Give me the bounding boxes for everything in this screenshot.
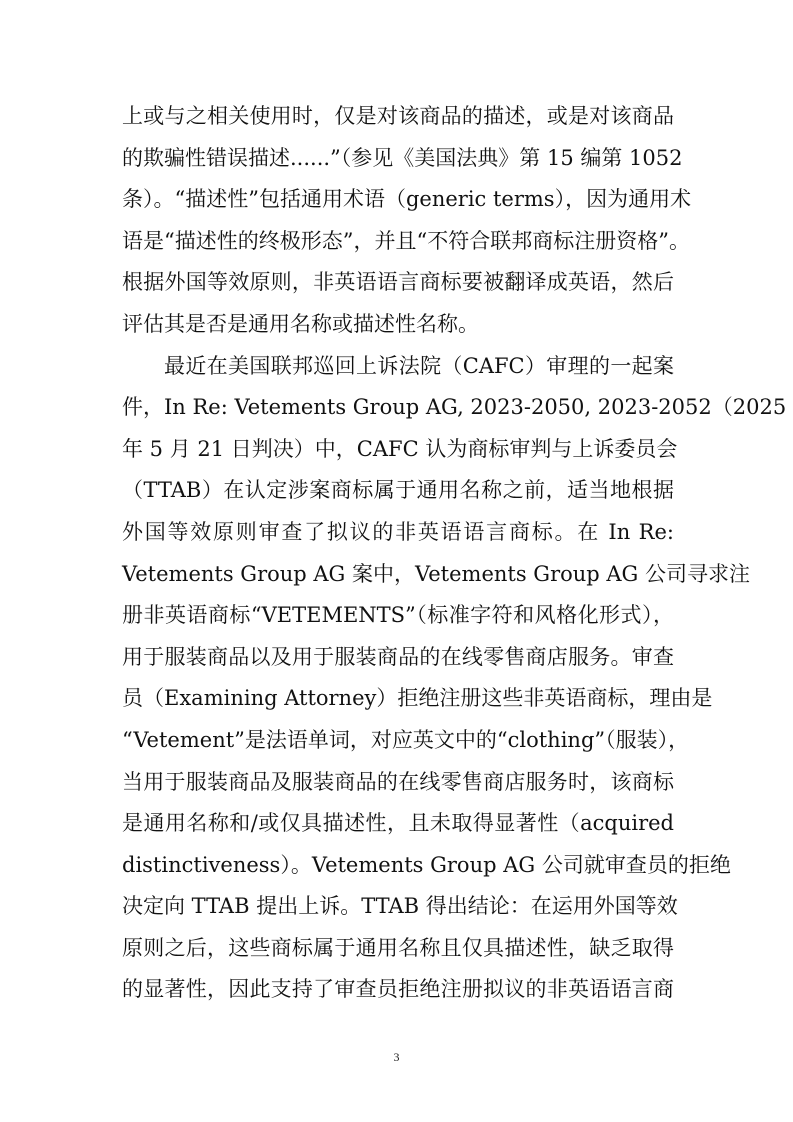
document-body (122, 96, 787, 1011)
text-line: 语是“描述性的终极形态”，并且“不符合联邦商标注册资格”。 (122, 228, 690, 253)
text-line: Vetements Group AG 案中，Vetements Group AG 公司寻求注 (122, 561, 751, 586)
text-line: 外国等效原则审查了拟议的非英语语言商标。在 In Re: (122, 519, 674, 544)
text-line: 决定向 TTAB 提出上诉。TTAB 得出结论：在运用外国等效 (122, 894, 678, 919)
text-line: 用于服装商品以及用于服装商品的在线零售商店服务。审查 (122, 644, 674, 669)
text-line: 件，In Re: Vetements Group AG, 2023-2050, 2023-2052（2025 (122, 395, 787, 420)
text-line: 是通用名称和/或仅具描述性，且未取得显著性（acquired (122, 811, 674, 836)
paragraph-first-line: 最近在美国联邦巡回上诉法院（CAFC）审理的一起案 (164, 353, 674, 378)
text-line: 当用于服装商品及服装商品的在线零售商店服务时，该商标 (122, 769, 674, 794)
text-line: 的欺骗性错误描述......”（参见《美国法典》第 15 编第 1052 (122, 145, 683, 170)
text-line: 年 5 月 21 日判决）中，CAFC 认为商标审判与上诉委员会 (122, 436, 678, 461)
text-line: 册非英语商标“VETEMENTS”（标准字符和风格化形式）， (122, 603, 674, 628)
text-line: 根据外国等效原则，非英语语言商标要被翻译成英语，然后 (122, 270, 674, 295)
text-line: 上或与之相关使用时，仅是对该商品的描述，或是对该商品 (122, 104, 674, 128)
page-number: 3 (393, 1050, 400, 1064)
text-line: 原则之后，这些商标属于通用名称且仅具描述性，缺乏取得 (122, 935, 674, 960)
text-line: distinctiveness）。Vetements Group AG 公司就审查员的拒绝 (122, 852, 731, 877)
text-line: （TTAB）在认定涉案商标属于通用名称之前，适当地根据 (122, 478, 674, 503)
text-line: 的显著性，因此支持了审查员拒绝注册拟议的非英语语言商 (122, 977, 674, 1002)
text-line: 评估其是否是通用名称或描述性名称。 (122, 311, 479, 336)
text-line: “Vetement”是法语单词，对应英文中的“clothing”（服装）， (122, 727, 690, 752)
text-line: 条）。“描述性”包括通用术语（generic terms），因为通用术 (122, 187, 692, 212)
text-line: 员（Examining Attorney）拒绝注册这些非英语商标，理由是 (122, 686, 713, 711)
